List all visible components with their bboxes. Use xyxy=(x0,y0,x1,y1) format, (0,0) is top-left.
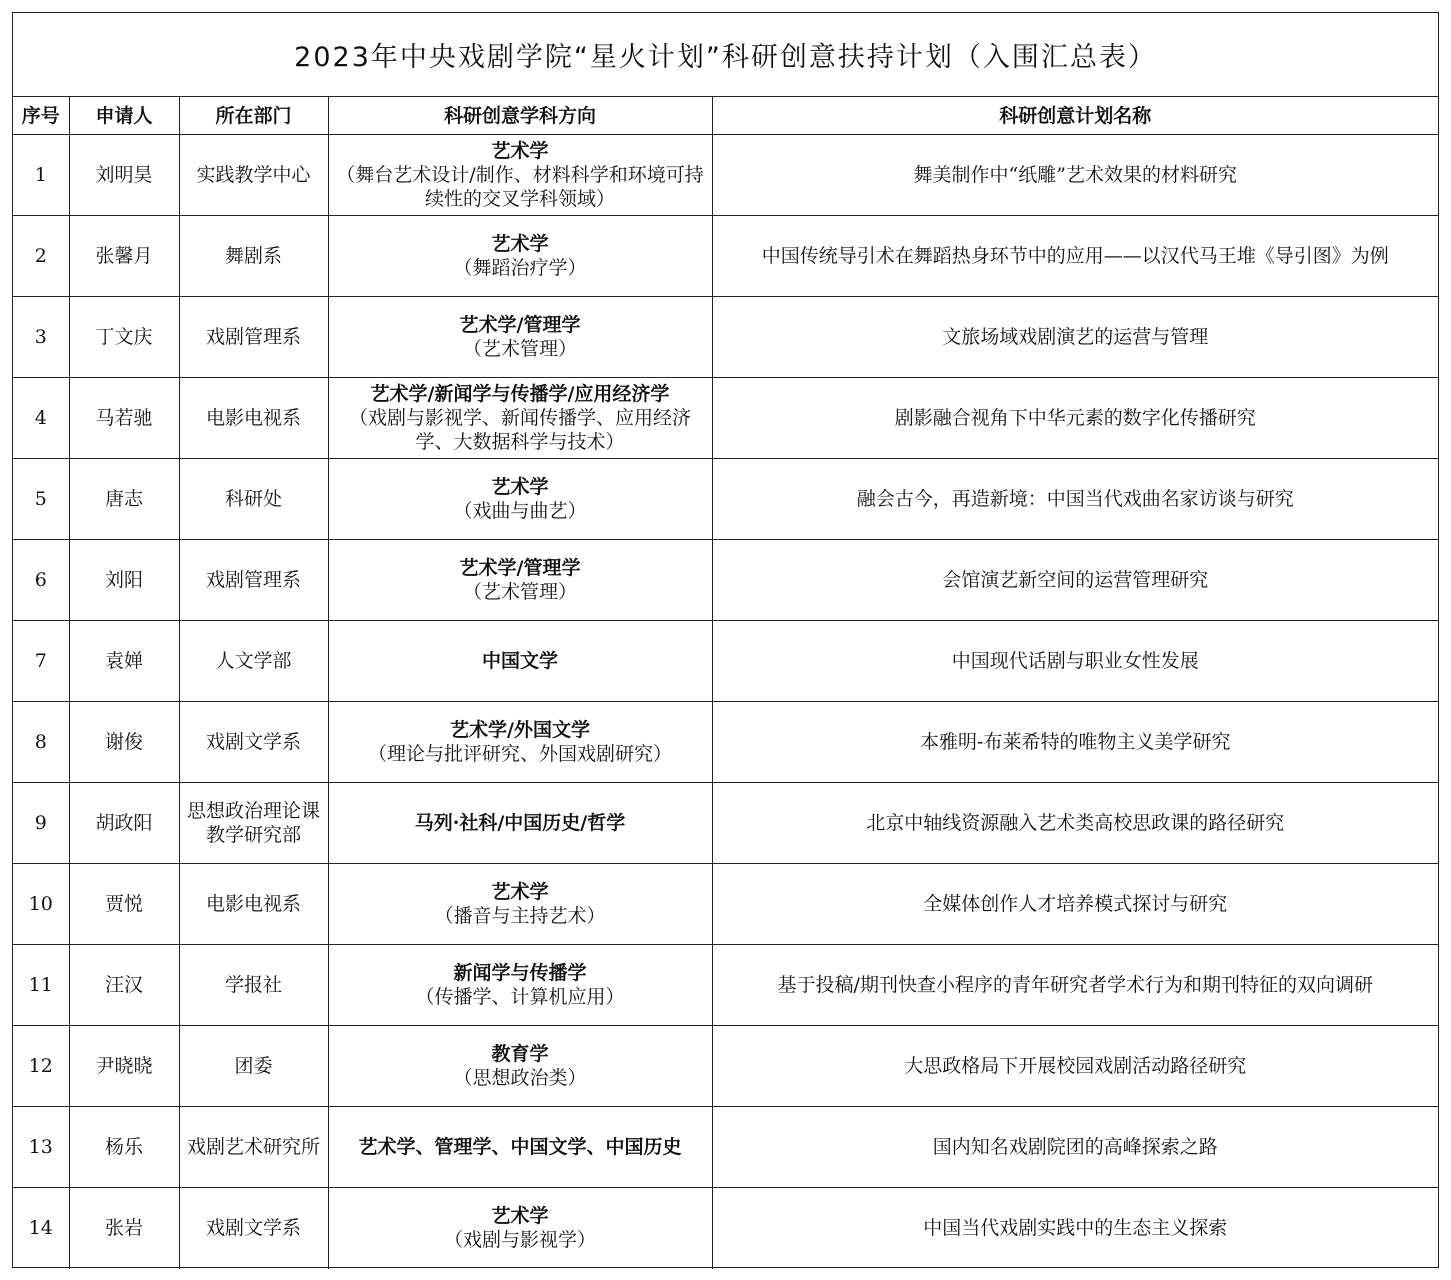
cell-no: 3 xyxy=(13,297,69,378)
cell-discipline xyxy=(328,945,712,1026)
cell-discipline xyxy=(328,702,712,783)
discipline-main: 艺术学/新闻学与传播学/应用经济学 xyxy=(370,383,670,405)
cell-plan: 大思政格局下开展校园戏剧活动路径研究 xyxy=(712,1026,1438,1107)
discipline-main: 中国文学 xyxy=(481,650,558,672)
cell-department: 电影电视系 xyxy=(179,864,328,945)
discipline-main: 艺术学/外国文学 xyxy=(450,719,590,741)
cell-department: 戏剧艺术研究所 xyxy=(179,1107,328,1188)
discipline-main: 艺术学 xyxy=(491,1205,549,1228)
cell-no: 11 xyxy=(13,945,69,1026)
table-row xyxy=(13,135,1438,216)
table-row xyxy=(13,702,1438,783)
header-plan: 科研创意计划名称 xyxy=(712,97,1438,135)
discipline-sub: （播音与主持艺术） xyxy=(434,905,606,927)
table-row xyxy=(13,540,1438,621)
table-row xyxy=(13,783,1438,864)
cell-no: 6 xyxy=(13,540,69,621)
cell-department: 实践教学中心 xyxy=(179,135,328,216)
cell-no: 1 xyxy=(13,135,69,216)
table-row xyxy=(13,216,1438,297)
cell-discipline xyxy=(328,378,712,459)
cell-applicant: 刘阳 xyxy=(69,540,179,621)
cell-plan: 全媒体创作人才培养模式探讨与研究 xyxy=(712,864,1438,945)
cell-applicant: 张岩 xyxy=(69,1188,179,1269)
cell-plan: 基于投稿/期刊快查小程序的青年研究者学术行为和期刊特征的双向调研 xyxy=(712,945,1438,1026)
cell-applicant: 唐志 xyxy=(69,459,179,540)
cell-department: 戏剧文学系 xyxy=(179,702,328,783)
cell-plan: 本雅明-布莱希特的唯物主义美学研究 xyxy=(712,702,1438,783)
cell-department: 戏剧文学系 xyxy=(179,1188,328,1269)
discipline-main: 教育学 xyxy=(491,1043,549,1065)
cell-no: 14 xyxy=(13,1188,69,1269)
discipline-sub: （理论与批评研究、外国戏剧研究） xyxy=(367,743,672,765)
cell-plan: 中国现代话剧与职业女性发展 xyxy=(712,621,1438,702)
cell-discipline xyxy=(328,621,712,702)
cell-no: 2 xyxy=(13,216,69,297)
cell-plan: 文旅场域戏剧演艺的运营与管理 xyxy=(712,297,1438,378)
cell-no: 5 xyxy=(13,459,69,540)
table-row xyxy=(13,1026,1438,1107)
cell-discipline xyxy=(328,459,712,540)
discipline-sub: （思想政治类） xyxy=(453,1067,587,1089)
cell-applicant: 胡政阳 xyxy=(69,783,179,864)
table-row xyxy=(13,864,1438,945)
discipline-sub: （舞蹈治疗学） xyxy=(453,257,587,279)
cell-applicant: 刘明昊 xyxy=(69,135,179,216)
cell-applicant: 汪汉 xyxy=(69,945,179,1026)
discipline-sub: （舞台艺术设计/制作、材料科学和环境可持续性的交叉学科领域） xyxy=(336,164,704,210)
cell-plan: 舞美制作中“纸雕”艺术效果的材料研究 xyxy=(712,135,1438,216)
cell-no: 4 xyxy=(13,378,69,459)
cell-applicant: 杨乐 xyxy=(69,1107,179,1188)
cell-department: 人文学部 xyxy=(179,621,328,702)
header-no: 序号 xyxy=(13,97,69,135)
cell-department: 科研处 xyxy=(179,459,328,540)
table-row xyxy=(13,378,1438,459)
table-row xyxy=(13,621,1438,702)
cell-discipline xyxy=(328,1026,712,1107)
discipline-sub: （戏剧与影视学） xyxy=(443,1229,596,1252)
discipline-sub: （传播学、计算机应用） xyxy=(415,986,625,1008)
table-header-row xyxy=(13,97,1438,135)
cell-discipline xyxy=(328,297,712,378)
cell-department: 思想政治理论课教学研究部 xyxy=(179,783,328,864)
discipline-sub: （艺术管理） xyxy=(462,581,577,603)
cell-no: 10 xyxy=(13,864,69,945)
header-applicant: 申请人 xyxy=(69,97,179,135)
cell-department: 电影电视系 xyxy=(179,378,328,459)
cell-discipline xyxy=(328,783,712,864)
cell-department: 舞剧系 xyxy=(179,216,328,297)
cell-discipline xyxy=(328,864,712,945)
table-body xyxy=(13,135,1438,1269)
cell-discipline xyxy=(328,1107,712,1188)
applicant-table xyxy=(13,97,1438,1269)
header-department: 所在部门 xyxy=(179,97,328,135)
cell-applicant: 丁文庆 xyxy=(69,297,179,378)
cell-plan: 会馆演艺新空间的运营管理研究 xyxy=(712,540,1438,621)
cell-plan: 中国传统导引术在舞蹈热身环节中的应用——以汉代马王堆《导引图》为例 xyxy=(712,216,1438,297)
cell-discipline xyxy=(328,540,712,621)
cell-applicant: 袁婵 xyxy=(69,621,179,702)
table-row xyxy=(13,945,1438,1026)
cell-applicant: 谢俊 xyxy=(69,702,179,783)
discipline-main: 艺术学、管理学、中国文学、中国历史 xyxy=(358,1136,682,1158)
discipline-sub: （戏剧与影视学、新闻传播学、应用经济学、大数据科学与技术） xyxy=(348,407,691,453)
discipline-sub: （艺术管理） xyxy=(462,338,577,360)
cell-applicant: 贾悦 xyxy=(69,864,179,945)
page-title: 2023年中央戏剧学院“星火计划”科研创意扶持计划（入围汇总表） xyxy=(13,13,1438,97)
table-row xyxy=(13,297,1438,378)
discipline-main: 马列·社科/中国历史/哲学 xyxy=(414,812,626,834)
cell-plan: 中国当代戏剧实践中的生态主义探索 xyxy=(712,1188,1438,1269)
cell-no: 7 xyxy=(13,621,69,702)
cell-applicant: 马若驰 xyxy=(69,378,179,459)
cell-plan: 北京中轴线资源融入艺术类高校思政课的路径研究 xyxy=(712,783,1438,864)
cell-department: 戏剧管理系 xyxy=(179,540,328,621)
cell-no: 9 xyxy=(13,783,69,864)
cell-plan: 国内知名戏剧院团的高峰探索之路 xyxy=(712,1107,1438,1188)
cell-discipline xyxy=(328,135,712,216)
table-row xyxy=(13,1107,1438,1188)
cell-discipline xyxy=(328,1188,712,1269)
cell-no: 12 xyxy=(13,1026,69,1107)
header-discipline: 科研创意学科方向 xyxy=(328,97,712,135)
cell-plan: 融会古今，再造新境：中国当代戏曲名家访谈与研究 xyxy=(712,459,1438,540)
cell-discipline xyxy=(328,216,712,297)
discipline-main: 艺术学 xyxy=(491,881,549,903)
table-row xyxy=(13,459,1438,540)
cell-department: 学报社 xyxy=(179,945,328,1026)
cell-plan: 剧影融合视角下中华元素的数字化传播研究 xyxy=(712,378,1438,459)
table-row xyxy=(13,1188,1438,1269)
discipline-main: 艺术学 xyxy=(491,140,549,162)
cell-no: 13 xyxy=(13,1107,69,1188)
discipline-sub: （戏曲与曲艺） xyxy=(453,500,587,522)
discipline-main: 艺术学/管理学 xyxy=(459,557,581,579)
discipline-main: 艺术学 xyxy=(491,476,549,498)
cell-department: 戏剧管理系 xyxy=(179,297,328,378)
cell-no: 8 xyxy=(13,702,69,783)
summary-sheet xyxy=(12,12,1439,1268)
discipline-main: 艺术学/管理学 xyxy=(459,314,581,336)
discipline-main: 新闻学与传播学 xyxy=(453,962,587,984)
cell-department: 团委 xyxy=(179,1026,328,1107)
cell-applicant: 尹晓晓 xyxy=(69,1026,179,1107)
discipline-main: 艺术学 xyxy=(491,233,549,255)
cell-applicant: 张馨月 xyxy=(69,216,179,297)
